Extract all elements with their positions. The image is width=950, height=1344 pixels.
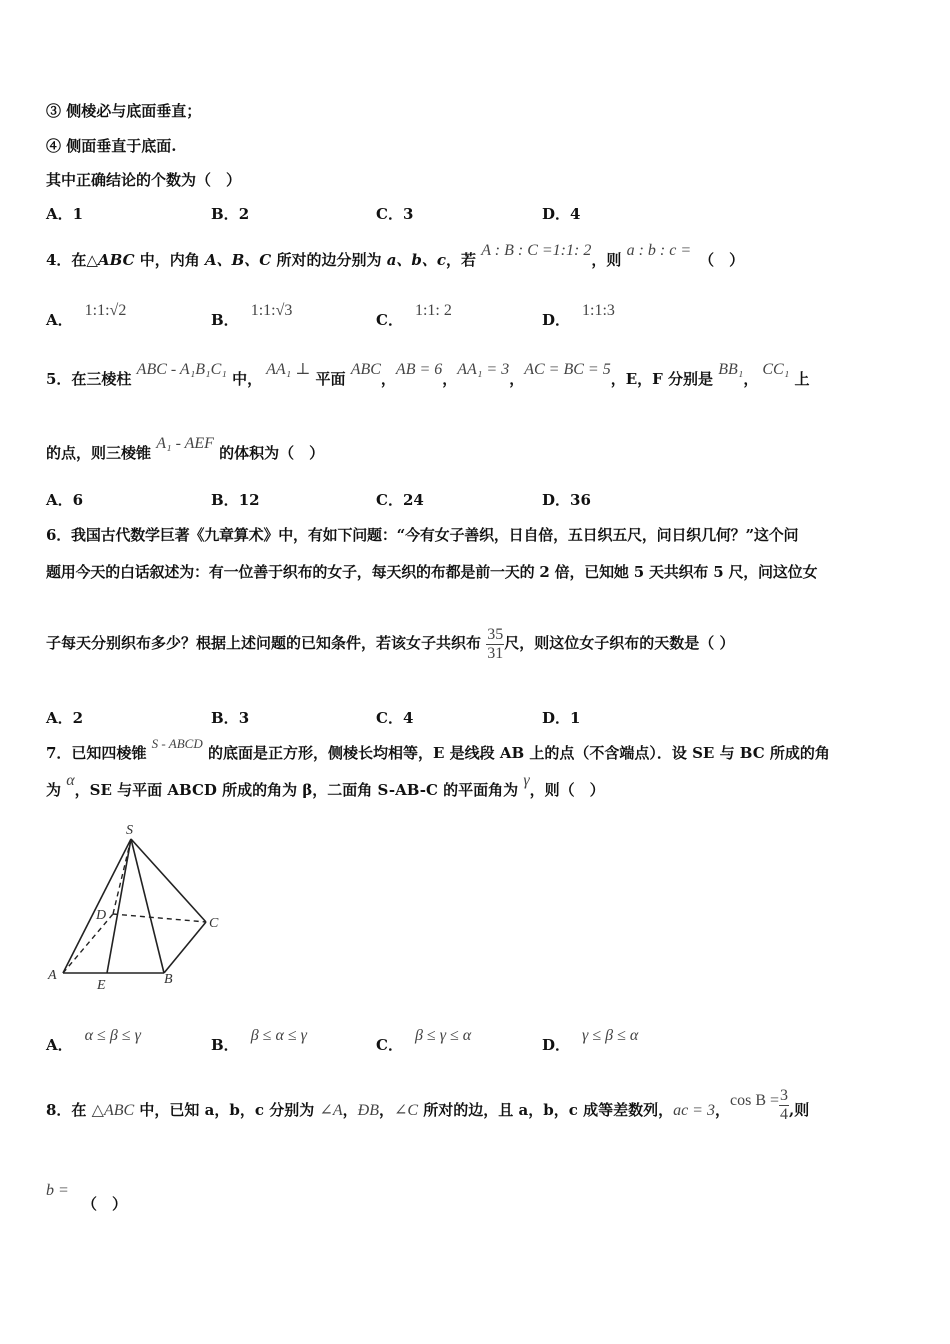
q5-text: 的体积为（ ） xyxy=(213,444,325,462)
option-label: B． xyxy=(211,709,239,727)
option-value: β ≤ γ ≤ α xyxy=(414,1027,472,1044)
q8-paren: （ ） xyxy=(82,1195,128,1213)
q5-perpendicular: AA₁ ⊥ xyxy=(266,361,311,378)
option-label: D． xyxy=(542,205,571,223)
q4-option-b xyxy=(211,302,293,331)
option-value: 12 xyxy=(238,491,260,509)
option-value: 3 xyxy=(402,205,414,223)
q7-text: ，则（ ） xyxy=(529,781,605,799)
statement-4: ④ 侧面垂直于底面. xyxy=(46,137,177,155)
q4-text: ，则 xyxy=(591,251,627,269)
option-value: 24 xyxy=(402,491,424,509)
q8-cos-b: cos B = xyxy=(730,1092,780,1109)
q4-triangle: ABC xyxy=(97,251,135,269)
option-label: C． xyxy=(376,1036,403,1054)
q8-stem-line2 xyxy=(46,1180,69,1201)
vertex-c-label: C xyxy=(209,916,219,931)
edge-se xyxy=(107,839,131,973)
vertex-b-label: B xyxy=(164,972,173,987)
edge-sc xyxy=(131,839,206,922)
q6-stem-line2: 题用今天的白话叙述为：有一位善于织布的女子，每天织的布都是前一天的 2 倍，已知她 5 天共织布 5 尺，问这位女 xyxy=(46,563,818,581)
q6-text: 尺，则这位女子织布的天数是（ ） xyxy=(504,634,735,652)
q4-ratio: a : b : c = xyxy=(626,242,692,259)
option-value: β ≤ α ≤ γ xyxy=(250,1027,307,1044)
option-label: A． xyxy=(46,205,73,223)
option-label: B． xyxy=(211,491,239,509)
q7-text: E 是线段 AB 上的点（不含端点）．设 SE 与 BC 所成的角 xyxy=(432,744,830,762)
q4-text: 中，内角 xyxy=(134,251,205,269)
q5-option-b xyxy=(211,490,260,510)
vertex-e-label: E xyxy=(97,978,106,993)
edge-sd xyxy=(113,839,131,914)
edge-bc xyxy=(164,922,206,973)
q8-angle-c: ∠C xyxy=(393,1102,419,1119)
option-label: C． xyxy=(376,709,403,727)
q5-text: 的点，则三棱锥 xyxy=(46,444,157,462)
option-label: D． xyxy=(542,311,571,329)
q6-stem-line3 xyxy=(46,625,734,663)
fraction-denominator: 31 xyxy=(487,644,504,662)
edge-sa xyxy=(63,839,131,973)
q8-text: 8．在 xyxy=(46,1101,92,1119)
q5-option-d xyxy=(542,490,591,510)
option-value: 6 xyxy=(72,491,84,509)
q5-stem-line1: 5．在三棱柱 ABC - A₁B₁C₁ 中，AA₁ ⊥ 平面 ABC，AB = 6，AA₁ = 3，AC = BC = 5，E，F 分别是 BB₁，CC₁ 上 xyxy=(46,361,810,388)
q8-stem-line1: 8．在 △ABC 中，已知 a，b，c 分别为 ∠A，ÐB，∠C 所对的边，且 a，b，c 成等差数列，ac = 3，cos B = $\frac{3}{4}$ ,则 xyxy=(46,1086,810,1123)
option-label: B． xyxy=(211,1036,239,1054)
q6-option-d xyxy=(542,708,580,728)
q4-angles: A、B、C xyxy=(204,251,272,269)
q4-option-c xyxy=(376,302,452,331)
q4-text: ，若 xyxy=(446,251,482,269)
edge-sb xyxy=(131,839,164,973)
q5-cc1: CC₁ xyxy=(762,361,790,378)
q5-option-c xyxy=(376,490,424,510)
q7-text: 的底面是正方形，侧棱长均相等， xyxy=(202,744,433,762)
q7-pyramid-figure xyxy=(40,815,240,995)
q6-text: 子每天分别织布多少？根据上述问题的已知条件，若该女子共织布 xyxy=(46,634,487,652)
option-label: D． xyxy=(542,709,571,727)
q7-stem-line2 xyxy=(46,772,605,801)
q6-stem-line1: 6．我国古代数学巨著《九章算术》中，有如下问题：“今有女子善织，日自倍，五日织五尺，问日织几何？”这个问 xyxy=(46,526,799,544)
option-value: γ ≤ β ≤ α xyxy=(582,1027,639,1044)
q4-option-a xyxy=(46,302,127,331)
option-label: B． xyxy=(211,205,239,223)
option-value: 4 xyxy=(570,205,581,223)
q5-text: 中， xyxy=(226,370,263,388)
edge-dc xyxy=(113,914,206,922)
vertex-s-label: S xyxy=(126,823,133,838)
q7-pyramid: S - ABCD xyxy=(151,736,203,751)
q5-ab: AB = 6 xyxy=(395,361,443,378)
option-value: 3 xyxy=(238,709,250,727)
q5-plane-abc: ABC xyxy=(350,361,381,378)
q5-option-a xyxy=(46,490,83,510)
q5-text: 上 xyxy=(789,370,810,388)
option-value: 4 xyxy=(402,709,414,727)
option-label: A． xyxy=(46,709,73,727)
q7-alpha: α xyxy=(66,772,75,789)
q7-stem-line1 xyxy=(46,736,830,764)
option-value: 2 xyxy=(72,709,84,727)
vertex-d-label: D xyxy=(96,908,107,923)
q5-stem-line2 xyxy=(46,435,325,464)
q3-option-a xyxy=(46,204,83,224)
q7-text: 为 xyxy=(46,781,67,799)
q4-sides: a、b、c xyxy=(386,251,447,269)
q8-fraction xyxy=(779,1087,789,1124)
option-label: A． xyxy=(46,491,73,509)
option-value: 1:1:√2 xyxy=(84,302,127,319)
fraction-numerator: 3 xyxy=(780,1086,789,1104)
option-value: 36 xyxy=(570,491,591,509)
q4-option-d xyxy=(542,302,615,331)
q6-option-b xyxy=(211,708,249,728)
q8-text: 所对的边，且 a，b，c 成等差数列， xyxy=(418,1101,674,1119)
q4-condition: A : B : C =1:1: 2 xyxy=(481,242,592,259)
option-value: α ≤ β ≤ γ xyxy=(84,1027,141,1044)
q6-fraction xyxy=(486,626,504,663)
q5-bb1: BB₁ xyxy=(718,361,744,378)
q7-text: 7．已知四棱锥 xyxy=(46,744,152,762)
option-label: A． xyxy=(46,311,73,329)
q6-option-c xyxy=(376,708,413,728)
q5-text: ，E，F 分别是 xyxy=(610,370,719,388)
option-value: 2 xyxy=(238,205,250,223)
option-value: 1 xyxy=(570,709,581,727)
q4-text: 所对的边分别为 xyxy=(271,251,387,269)
option-label: C． xyxy=(376,491,403,509)
q5-acbc: AC = BC = 5 xyxy=(524,361,611,378)
fraction-denominator: 4 xyxy=(780,1105,789,1123)
q4-text: 4．在△ xyxy=(46,251,98,269)
q7-gamma: γ xyxy=(523,772,530,789)
option-label: D． xyxy=(542,491,571,509)
q7-option-b xyxy=(211,1027,307,1056)
q8-text: 中，已知 a，b，c 分别为 xyxy=(134,1101,320,1119)
option-label: B． xyxy=(211,311,239,329)
q8-angle-b: ÐB xyxy=(357,1102,379,1119)
q7-option-c xyxy=(376,1027,472,1056)
q3-option-c xyxy=(376,204,413,224)
q5-aa1: AA₁ = 3 xyxy=(457,361,510,378)
q3-stem: 其中正确结论的个数为（ ） xyxy=(46,171,242,189)
q3-option-b xyxy=(211,204,249,224)
statement-3: ③ 侧棱必与底面垂直； xyxy=(46,102,202,120)
q8-triangle: △ABC xyxy=(91,1102,135,1119)
option-label: A． xyxy=(46,1036,73,1054)
option-value: 1:1: 2 xyxy=(414,302,452,319)
option-label: D． xyxy=(542,1036,571,1054)
q8-angle-a: ∠A xyxy=(319,1102,343,1119)
q5-prism: ABC - A₁B₁C₁ xyxy=(136,361,227,378)
q7-option-a xyxy=(46,1027,141,1056)
q5-text: 5．在三棱柱 xyxy=(46,370,137,388)
q3-option-d xyxy=(542,204,580,224)
q7-text: ，SE 与平面 ABCD 所成的角为 β，二面角 S-AB-C 的平面角为 xyxy=(74,781,524,799)
q8-ac: ac = 3 xyxy=(673,1102,715,1119)
option-label: C． xyxy=(376,311,403,329)
q8-text: ,则 xyxy=(789,1101,810,1119)
q8-b-equals: b = xyxy=(46,1182,69,1199)
q4-stem xyxy=(46,242,745,271)
vertex-a-label: A xyxy=(48,968,57,983)
q7-option-d xyxy=(542,1027,639,1056)
option-label: C． xyxy=(376,205,403,223)
option-value: 1:1:√3 xyxy=(250,302,293,319)
q4-paren: （ ） xyxy=(699,251,745,269)
q5-pyramid: A₁ - AEF xyxy=(156,435,214,452)
option-value: 1 xyxy=(72,205,84,223)
q6-option-a xyxy=(46,708,83,728)
option-value: 1:1:3 xyxy=(582,302,615,319)
q5-text: 平面 xyxy=(310,370,351,388)
fraction-numerator: 35 xyxy=(487,625,504,643)
